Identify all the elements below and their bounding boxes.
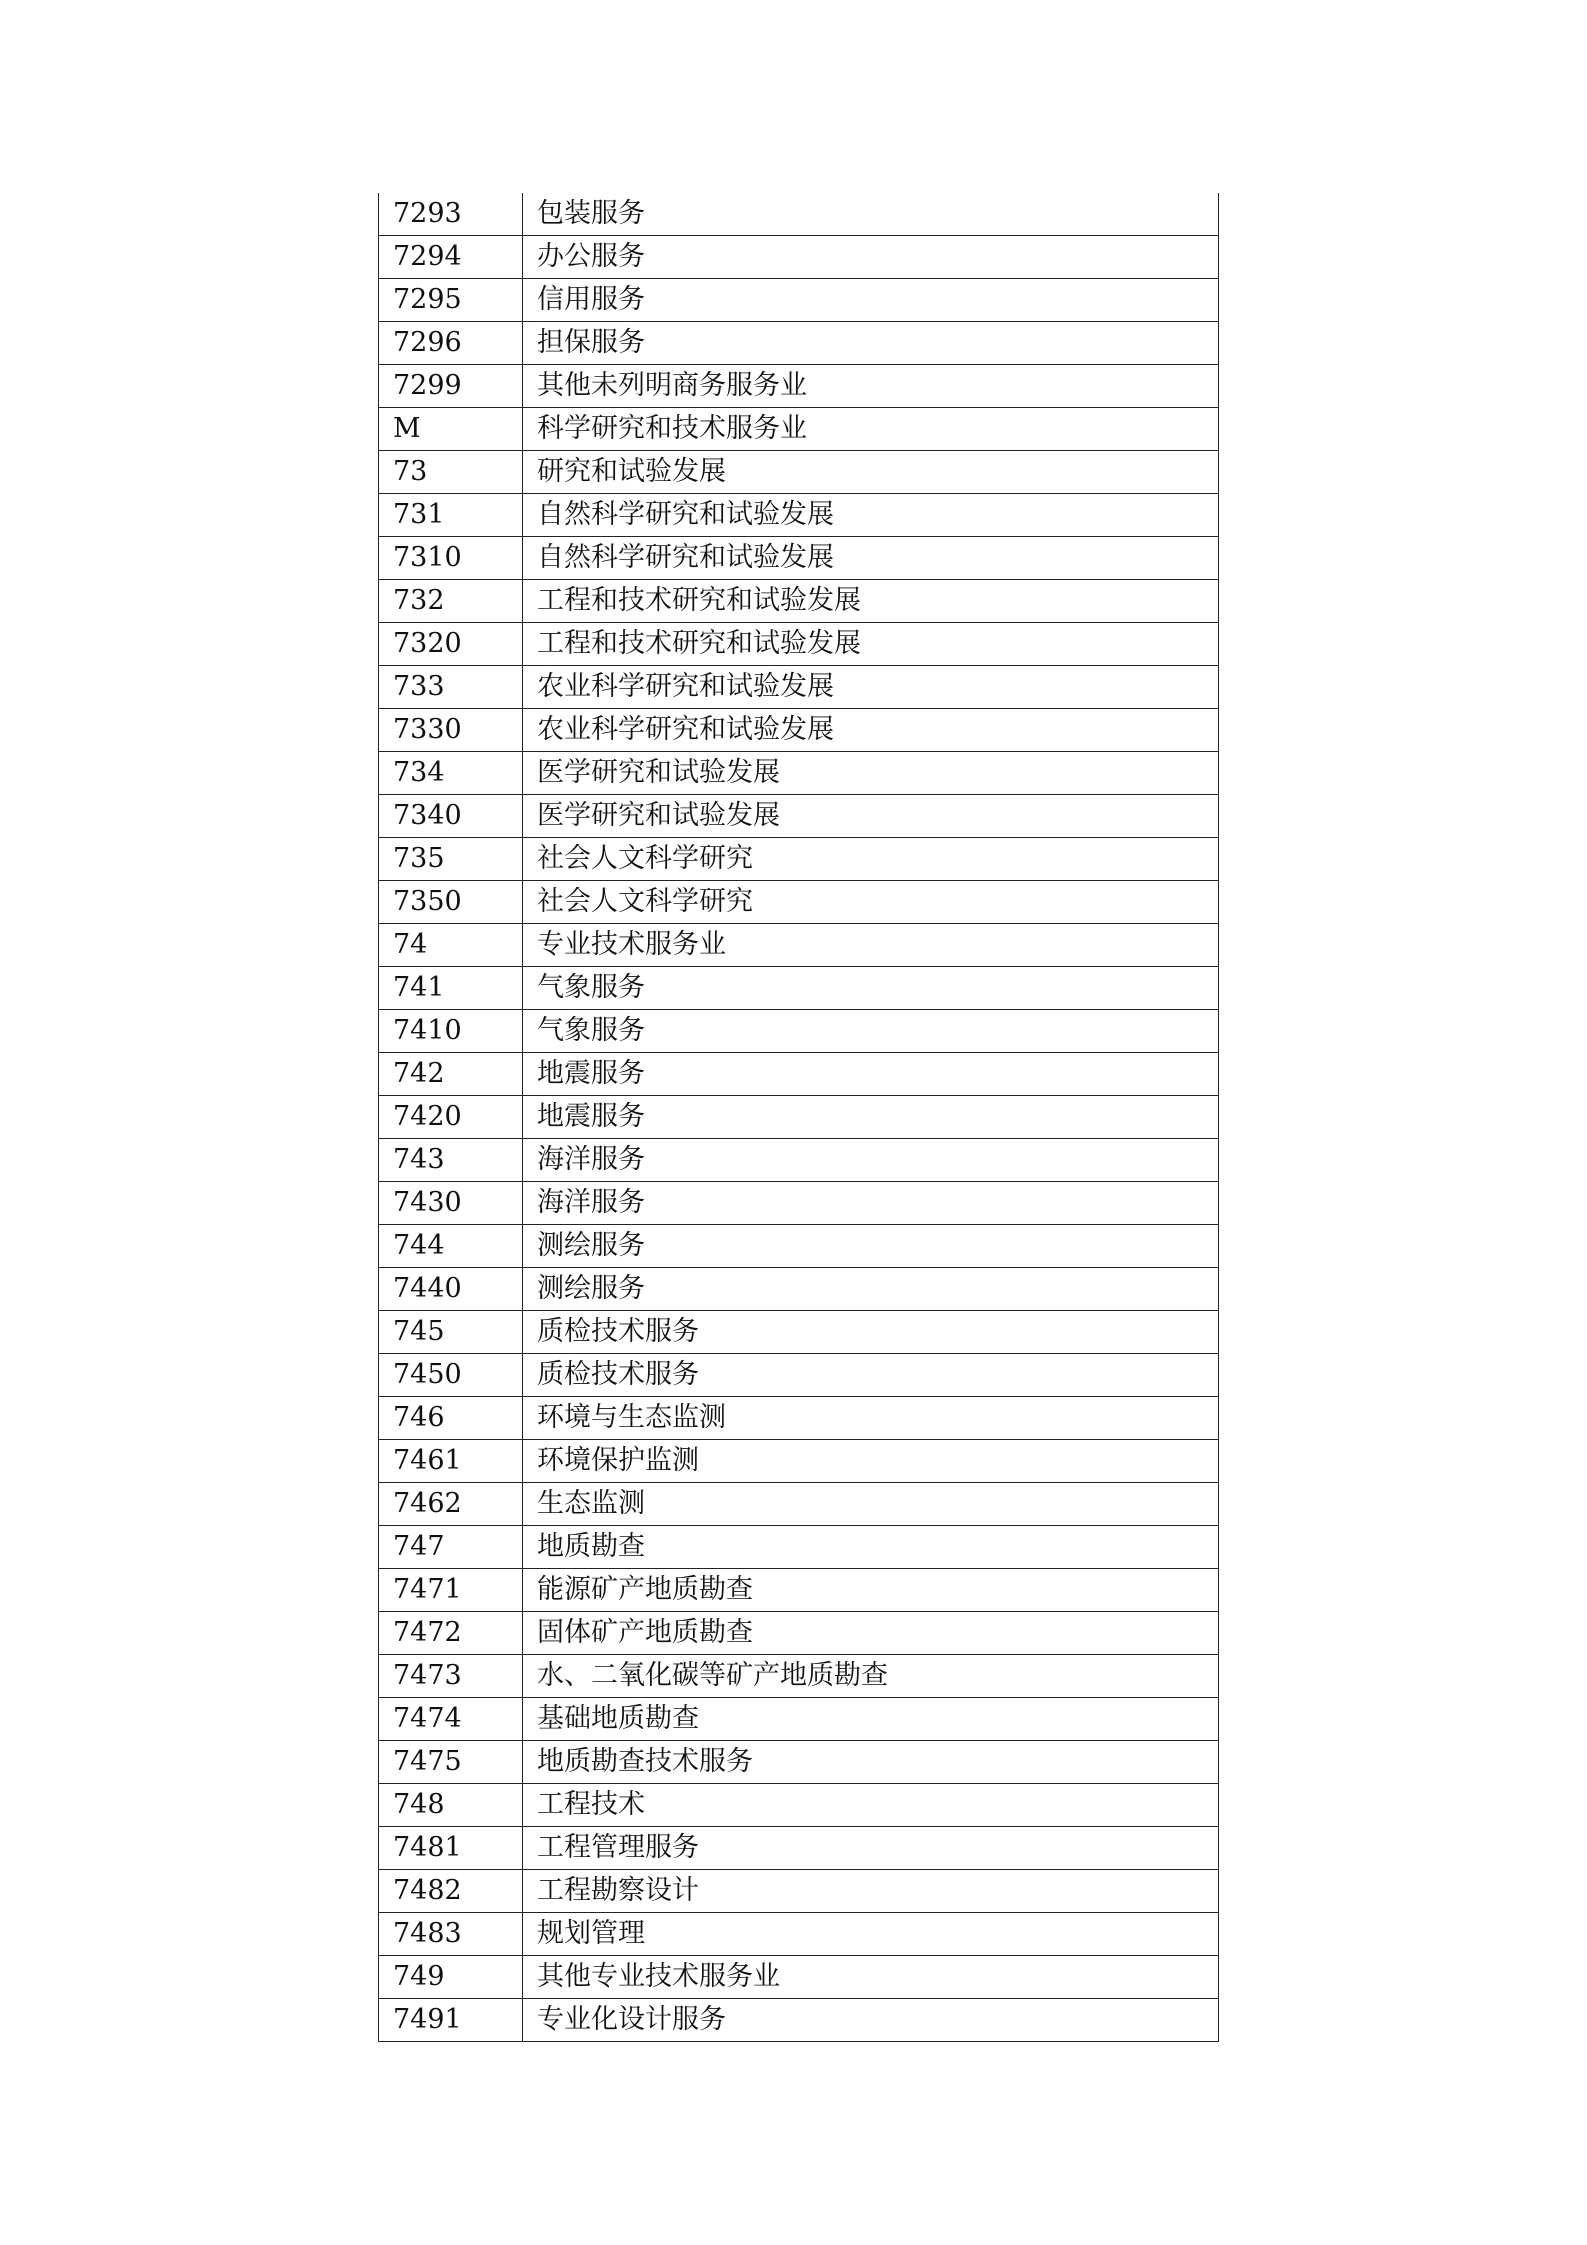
table-row: [379, 1182, 1219, 1225]
industry-code-cell: 7474: [379, 1698, 523, 1741]
industry-name-cell: 基础地质勘查: [523, 1698, 1219, 1741]
industry-name-cell: 科学研究和技术服务业: [523, 408, 1219, 451]
table-row: [379, 1569, 1219, 1612]
industry-name-cell: 包装服务: [523, 193, 1219, 236]
table-row: [379, 408, 1219, 451]
industry-code-cell: 733: [379, 666, 523, 709]
table-row: [379, 1010, 1219, 1053]
industry-name-cell: 规划管理: [523, 1913, 1219, 1956]
table-row: [379, 666, 1219, 709]
industry-name-cell: 工程和技术研究和试验发展: [523, 580, 1219, 623]
industry-name-cell: 质检技术服务: [523, 1311, 1219, 1354]
table-row: [379, 1397, 1219, 1440]
table-row: [379, 494, 1219, 537]
table-row: [379, 322, 1219, 365]
industry-name-cell: 专业技术服务业: [523, 924, 1219, 967]
industry-name-cell: 工程勘察设计: [523, 1870, 1219, 1913]
industry-code-table: [378, 193, 1219, 2042]
table-row: [379, 1612, 1219, 1655]
table-row: [379, 1827, 1219, 1870]
table-row: [379, 1096, 1219, 1139]
industry-code-cell: 741: [379, 967, 523, 1010]
industry-code-cell: 732: [379, 580, 523, 623]
industry-code-cell: 7410: [379, 1010, 523, 1053]
industry-name-cell: 测绘服务: [523, 1225, 1219, 1268]
industry-code-cell: 7430: [379, 1182, 523, 1225]
table-row: [379, 1311, 1219, 1354]
industry-name-cell: 固体矿产地质勘查: [523, 1612, 1219, 1655]
table-row: [379, 1870, 1219, 1913]
industry-name-cell: 环境与生态监测: [523, 1397, 1219, 1440]
industry-code-table-body: [379, 193, 1219, 2042]
industry-name-cell: 农业科学研究和试验发展: [523, 666, 1219, 709]
industry-code-cell: 7330: [379, 709, 523, 752]
industry-code-cell: 7475: [379, 1741, 523, 1784]
table-row: [379, 1913, 1219, 1956]
industry-code-cell: 749: [379, 1956, 523, 1999]
industry-name-cell: 社会人文科学研究: [523, 838, 1219, 881]
industry-name-cell: 研究和试验发展: [523, 451, 1219, 494]
industry-code-cell: 7310: [379, 537, 523, 580]
table-row: [379, 580, 1219, 623]
industry-name-cell: 担保服务: [523, 322, 1219, 365]
table-row: [379, 1655, 1219, 1698]
table-row: [379, 1053, 1219, 1096]
industry-code-cell: 7440: [379, 1268, 523, 1311]
industry-code-cell: 7340: [379, 795, 523, 838]
table-row: [379, 1139, 1219, 1182]
industry-code-cell: 7320: [379, 623, 523, 666]
table-row: [379, 279, 1219, 322]
industry-name-cell: 能源矿产地质勘查: [523, 1569, 1219, 1612]
industry-name-cell: 办公服务: [523, 236, 1219, 279]
industry-name-cell: 工程管理服务: [523, 1827, 1219, 1870]
industry-name-cell: 气象服务: [523, 1010, 1219, 1053]
industry-code-cell: 742: [379, 1053, 523, 1096]
industry-name-cell: 水、二氧化碳等矿产地质勘查: [523, 1655, 1219, 1698]
table-row: [379, 1483, 1219, 1526]
industry-name-cell: 专业化设计服务: [523, 1999, 1219, 2042]
industry-name-cell: 地震服务: [523, 1053, 1219, 1096]
industry-code-cell: M: [379, 408, 523, 451]
industry-code-cell: 7471: [379, 1569, 523, 1612]
industry-code-cell: 743: [379, 1139, 523, 1182]
industry-name-cell: 地质勘查: [523, 1526, 1219, 1569]
industry-code-cell: 7482: [379, 1870, 523, 1913]
table-row: [379, 967, 1219, 1010]
table-row: [379, 795, 1219, 838]
industry-name-cell: 气象服务: [523, 967, 1219, 1010]
industry-code-cell: 745: [379, 1311, 523, 1354]
table-row: [379, 838, 1219, 881]
industry-code-cell: 7296: [379, 322, 523, 365]
industry-code-cell: 7420: [379, 1096, 523, 1139]
table-row: [379, 236, 1219, 279]
industry-code-cell: 7294: [379, 236, 523, 279]
industry-code-cell: 7462: [379, 1483, 523, 1526]
industry-code-cell: 7299: [379, 365, 523, 408]
industry-name-cell: 生态监测: [523, 1483, 1219, 1526]
table-row: [379, 1354, 1219, 1397]
table-row: [379, 193, 1219, 236]
industry-code-cell: 747: [379, 1526, 523, 1569]
industry-name-cell: 自然科学研究和试验发展: [523, 537, 1219, 580]
table-row: [379, 1999, 1219, 2042]
industry-name-cell: 工程技术: [523, 1784, 1219, 1827]
table-row: [379, 1698, 1219, 1741]
industry-code-cell: 746: [379, 1397, 523, 1440]
industry-code-cell: 7472: [379, 1612, 523, 1655]
industry-code-cell: 73: [379, 451, 523, 494]
industry-code-cell: 7461: [379, 1440, 523, 1483]
table-row: [379, 924, 1219, 967]
table-row: [379, 881, 1219, 924]
industry-code-cell: 7481: [379, 1827, 523, 1870]
industry-code-cell: 7491: [379, 1999, 523, 2042]
table-row: [379, 1440, 1219, 1483]
industry-code-cell: 7450: [379, 1354, 523, 1397]
industry-name-cell: 医学研究和试验发展: [523, 752, 1219, 795]
industry-code-cell: 7293: [379, 193, 523, 236]
industry-code-cell: 74: [379, 924, 523, 967]
industry-code-cell: 748: [379, 1784, 523, 1827]
industry-name-cell: 社会人文科学研究: [523, 881, 1219, 924]
industry-name-cell: 海洋服务: [523, 1182, 1219, 1225]
industry-code-cell: 7473: [379, 1655, 523, 1698]
industry-name-cell: 其他专业技术服务业: [523, 1956, 1219, 1999]
table-row: [379, 537, 1219, 580]
table-row: [379, 1956, 1219, 1999]
industry-name-cell: 工程和技术研究和试验发展: [523, 623, 1219, 666]
table-row: [379, 752, 1219, 795]
industry-name-cell: 测绘服务: [523, 1268, 1219, 1311]
industry-name-cell: 海洋服务: [523, 1139, 1219, 1182]
table-row: [379, 365, 1219, 408]
industry-name-cell: 农业科学研究和试验发展: [523, 709, 1219, 752]
table-row: [379, 1268, 1219, 1311]
industry-code-cell: 7295: [379, 279, 523, 322]
industry-code-cell: 7483: [379, 1913, 523, 1956]
table-row: [379, 1526, 1219, 1569]
industry-code-cell: 731: [379, 494, 523, 537]
industry-name-cell: 医学研究和试验发展: [523, 795, 1219, 838]
table-row: [379, 1741, 1219, 1784]
industry-name-cell: 地震服务: [523, 1096, 1219, 1139]
industry-code-cell: 7350: [379, 881, 523, 924]
industry-code-cell: 735: [379, 838, 523, 881]
industry-name-cell: 地质勘查技术服务: [523, 1741, 1219, 1784]
table-row: [379, 709, 1219, 752]
table-row: [379, 1784, 1219, 1827]
industry-name-cell: 其他未列明商务服务业: [523, 365, 1219, 408]
industry-code-cell: 744: [379, 1225, 523, 1268]
table-row: [379, 1225, 1219, 1268]
industry-name-cell: 自然科学研究和试验发展: [523, 494, 1219, 537]
industry-name-cell: 质检技术服务: [523, 1354, 1219, 1397]
industry-name-cell: 信用服务: [523, 279, 1219, 322]
industry-name-cell: 环境保护监测: [523, 1440, 1219, 1483]
table-row: [379, 623, 1219, 666]
table-row: [379, 451, 1219, 494]
industry-code-cell: 734: [379, 752, 523, 795]
